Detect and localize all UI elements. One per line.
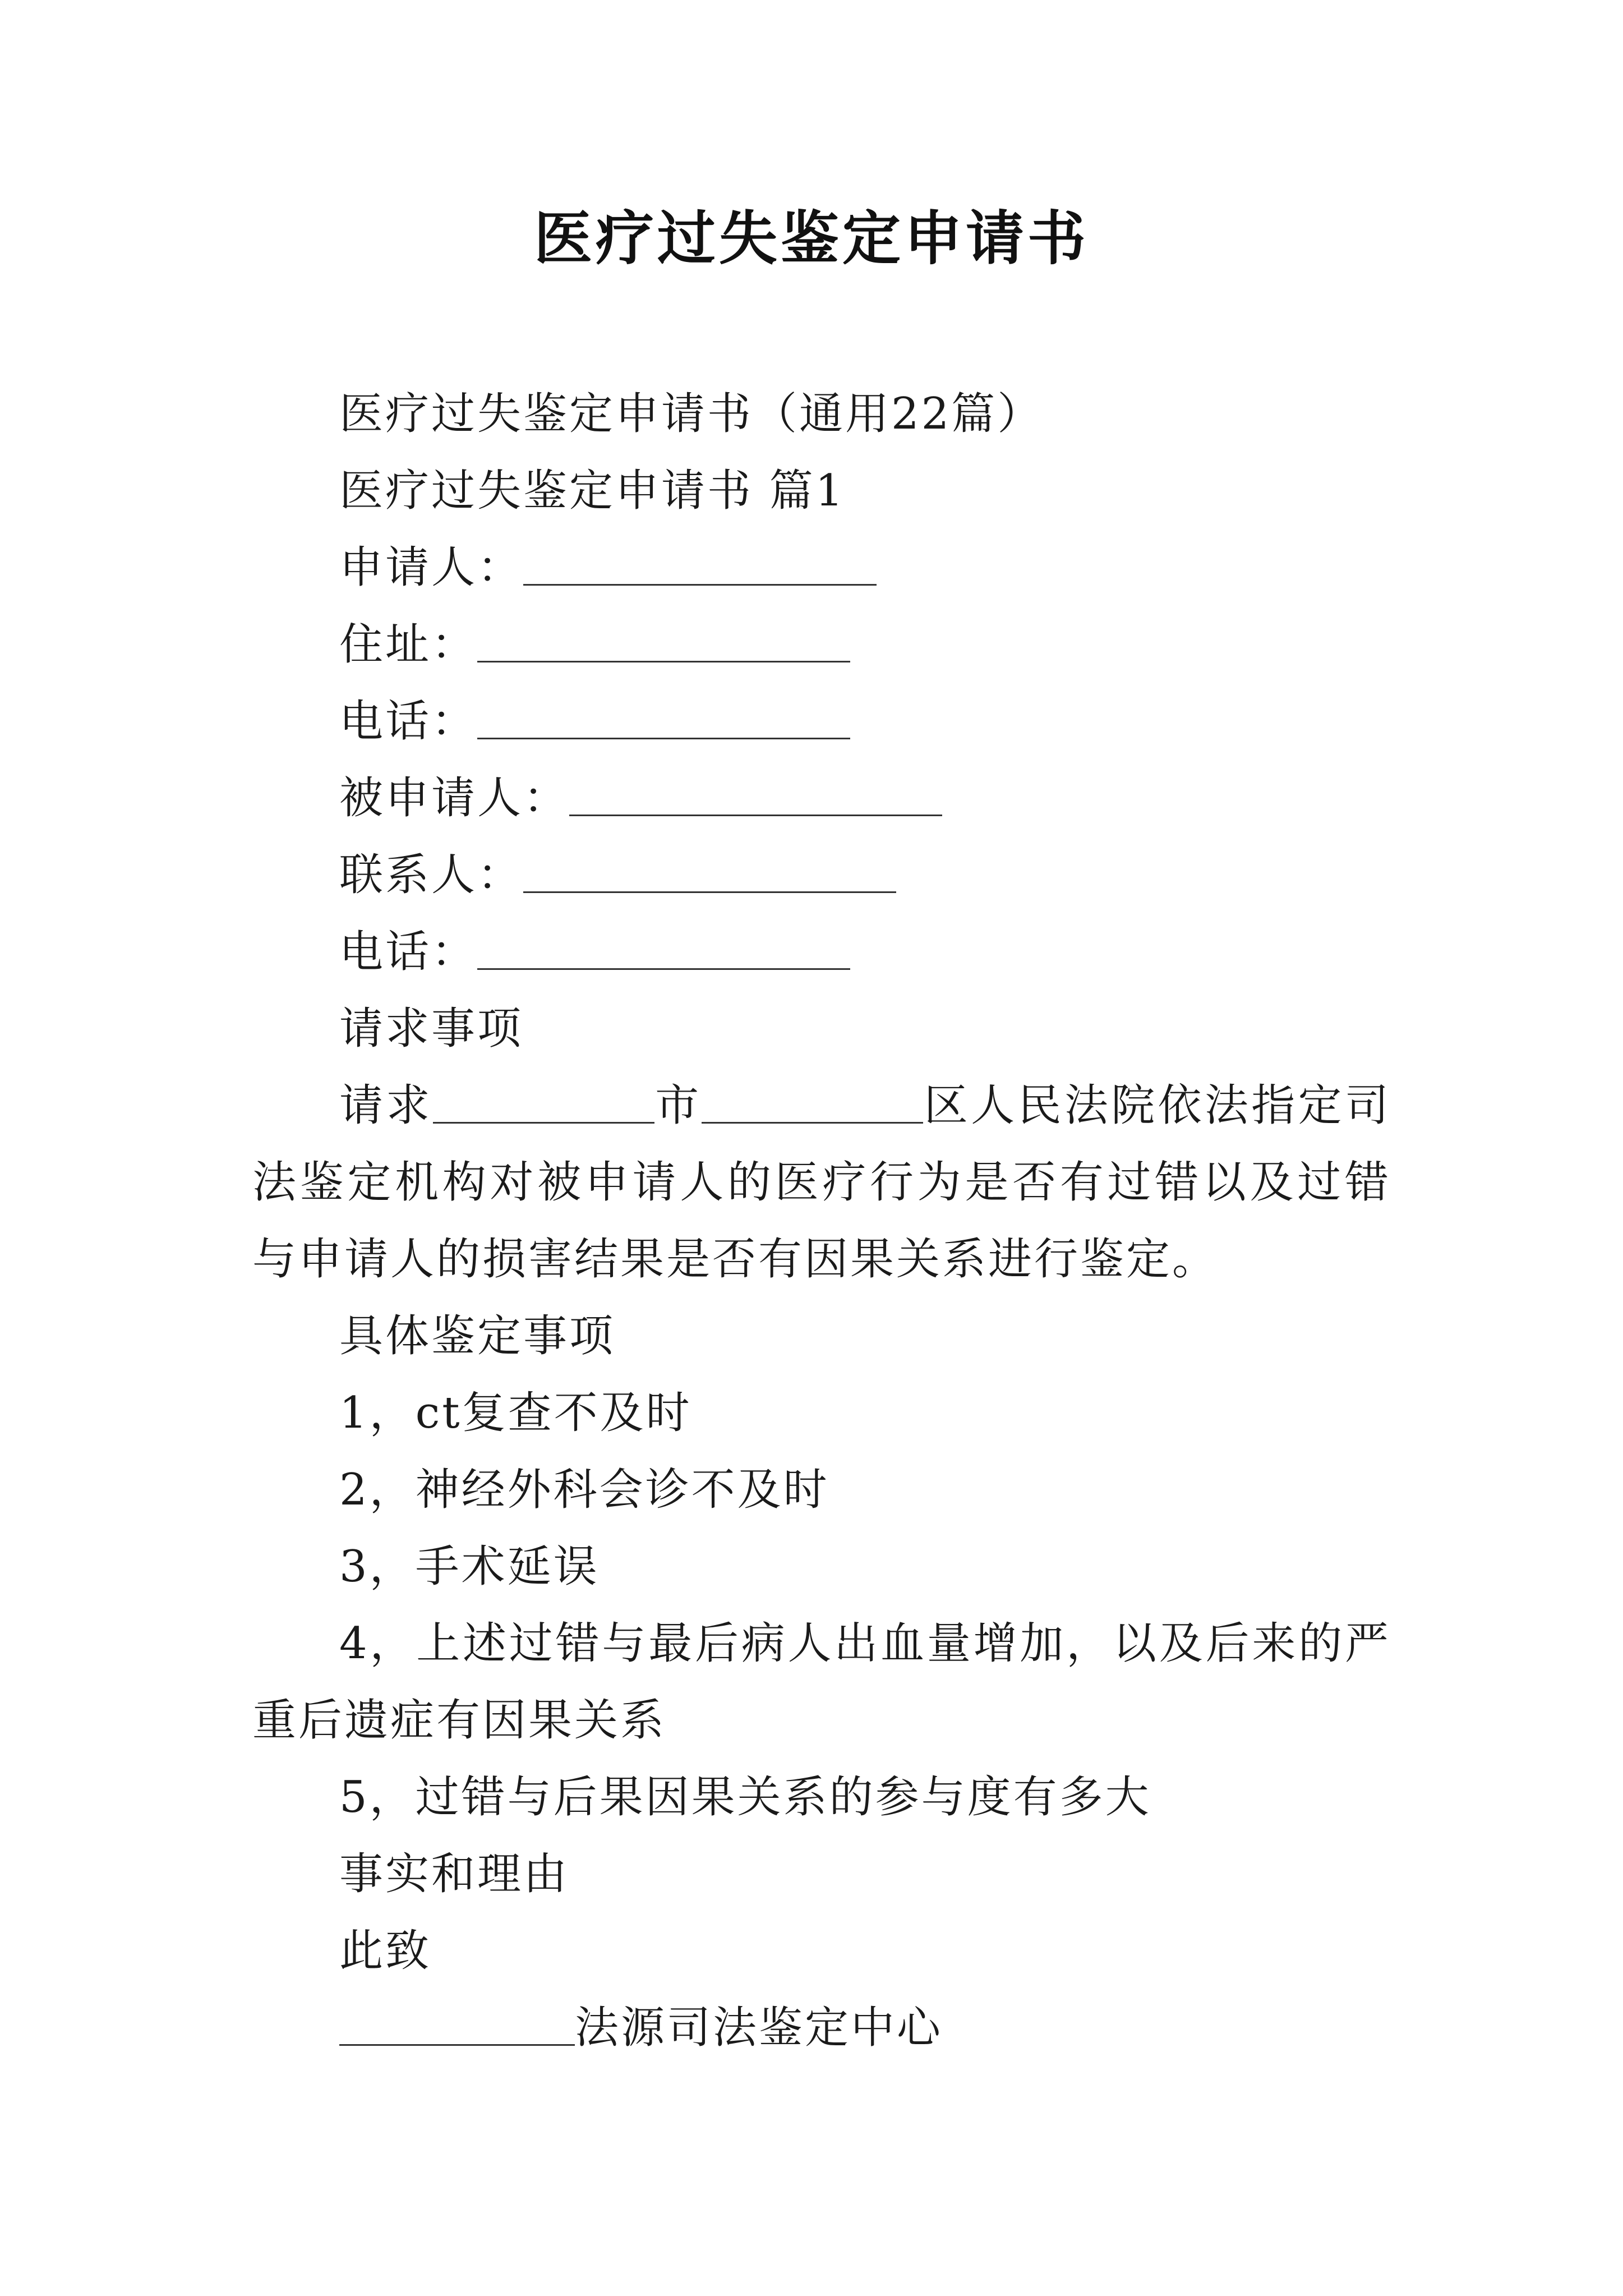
district-blank (702, 1083, 923, 1124)
facts-heading: 事实和理由 (339, 1849, 570, 1899)
phone-field (252, 683, 1391, 760)
list-item: 3，手术延误 (339, 1542, 600, 1592)
recipient: 法源司法鉴定中心 (575, 2003, 943, 2053)
request-heading: 请求事项 (339, 1004, 524, 1054)
request-paragraph (252, 1068, 1391, 1298)
phone2-label: 电话： (339, 927, 478, 977)
address-field (252, 606, 1391, 683)
list-item: 2，神经外科会诊不及时 (339, 1465, 829, 1515)
applicant-label: 申请人： (339, 542, 524, 593)
list-item: 4，上述过错与最后病人出血量增加，以及后来的严重后遗症有因果关系 (252, 1618, 1391, 1746)
request-part1: 请求 (339, 1080, 433, 1131)
specific-heading: 具体鉴定事项 (339, 1311, 616, 1361)
phone-blank (477, 698, 850, 739)
respondent-label: 被申请人： (339, 773, 570, 823)
address-blank (477, 622, 850, 662)
address-label: 住址： (339, 619, 478, 670)
request-part3: 区人民法院依法指定司法鉴定机构对被申请人的医疗行为是否有过错以及过错与申请人的损害结果是否有因果关系进行鉴定。 (252, 1080, 1391, 1285)
contact-label: 联系人： (339, 850, 524, 900)
phone2-field (252, 914, 1391, 991)
applicant-field (252, 530, 1391, 606)
request-part2: 市 (654, 1080, 702, 1131)
respondent-blank (569, 775, 942, 816)
phone-label: 电话： (339, 696, 478, 747)
city-blank (433, 1083, 654, 1124)
contact-blank (523, 852, 896, 893)
document-title: 医疗过失鉴定申请书 (533, 204, 1089, 273)
phone2-blank (477, 929, 850, 970)
contact-field (252, 837, 1391, 914)
list-item: 5，过错与后果因果关系的参与度有多大 (339, 1772, 1151, 1823)
document-subtitle: 医疗过失鉴定申请书（通用22篇） (339, 389, 1044, 439)
respondent-field (252, 760, 1391, 837)
document-body (252, 376, 1391, 2067)
recipient-line (252, 1990, 1391, 2067)
list-item: 1，ct复查不及时 (339, 1388, 692, 1438)
section-heading: 医疗过失鉴定申请书 篇1 (339, 466, 846, 516)
recipient-blank (339, 2005, 575, 2046)
closing: 此致 (339, 1926, 432, 1976)
applicant-blank (523, 545, 877, 586)
